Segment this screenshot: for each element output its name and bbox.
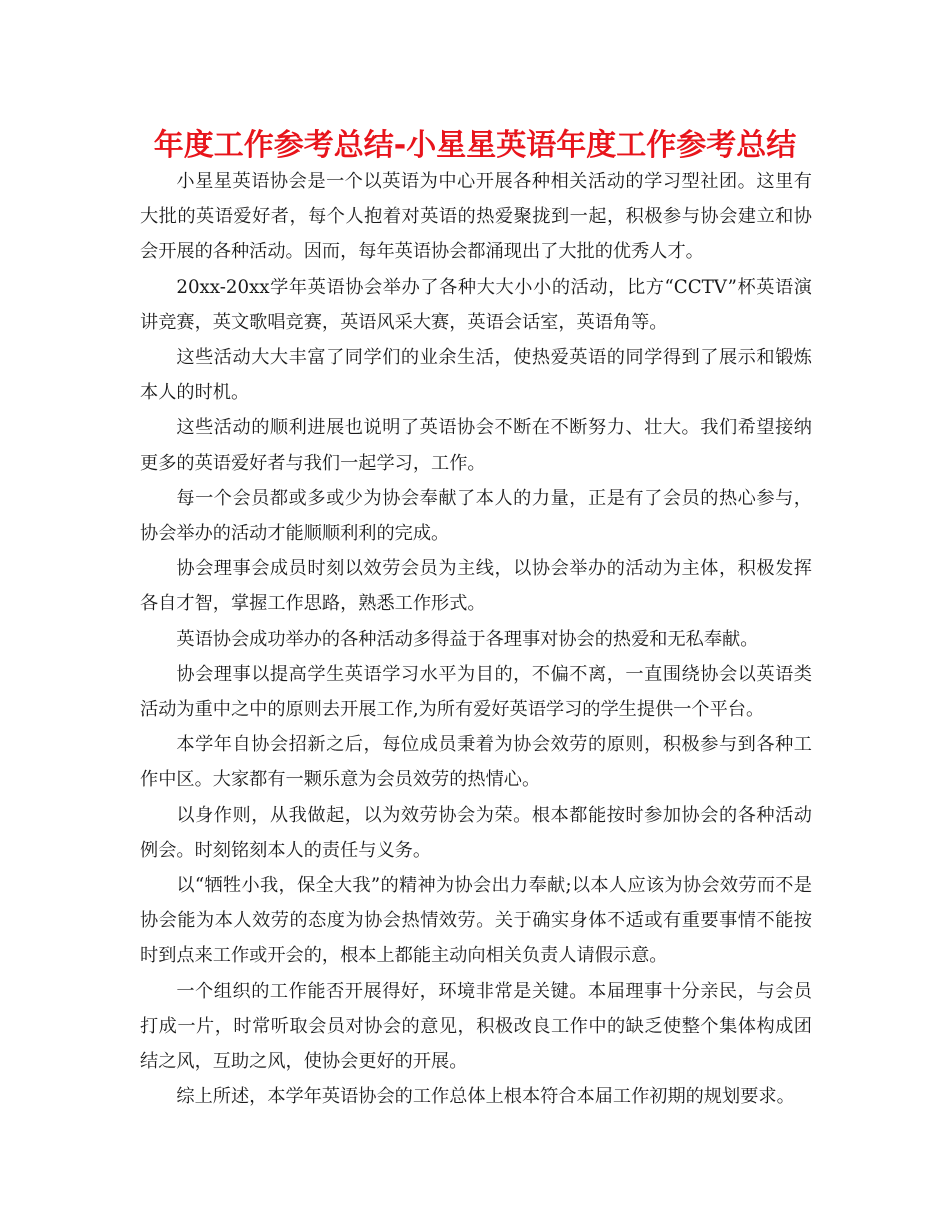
paragraph: 综上所述，本学年英语协会的工作总体上根本符合本届工作初期的规划要求。 — [176, 1086, 795, 1108]
paragraph: 本学年自协会招新之后，每位成员秉着为协会效劳的原则，积极参与到各种工作中区。大家都有一颗乐意为会员效劳的热情心。 — [140, 734, 812, 791]
paragraph: 英语协会成功举办的各种活动多得益于各理事对协会的热爱和无私奉献。 — [176, 628, 759, 650]
paragraph: 一个组织的工作能否开展得好，环境非常是关键。本届理事十分亲民，与会员打成一片，时常听取会员对协会的意见，积极改良工作中的缺乏使整个集体构成团结之风，互助之风，使协会更好的开展。 — [140, 980, 812, 1073]
paragraph: 小星星英语协会是一个以英语为中心开展各种相关活动的学习型社团。这里有大批的英语爱好者，每个人抱着对英语的热爱聚拢到一起，积极参与协会建立和协会开展的各种活动。因而，每年英语协会都涌现出了大批的优秀人才。 — [140, 171, 812, 263]
paragraph: 这些活动的顺利进展也说明了英语协会不断在不断努力、壮大。我们希望接纳更多的英语爱好者与我们一起学习，工作。 — [140, 417, 812, 474]
document-title: 年度工作参考总结-小星星英语年度工作参考总结 — [153, 128, 797, 163]
paragraph: 协会理事以提高学生英语学习水平为目的，不偏不离，一直围绕协会以英语类活动为重中之中的原则去开展工作,为所有爱好英语学习的学生提供一个平台。 — [140, 663, 812, 721]
paragraph: 每一个会员都或多或少为协会奉献了本人的力量，正是有了会员的热心参与，协会举办的活动才能顺顺利利的完成。 — [140, 487, 812, 545]
paragraph: 协会理事会成员时刻以效劳会员为主线，以协会举办的活动为主体，积极发挥各自才智，掌握工作思路，熟悉工作形式。 — [140, 558, 812, 615]
paragraph: 以身作则，从我做起，以为效劳协会为荣。根本都能按时参加协会的各种活动例会。时刻铭刻本人的责任与义务。 — [140, 804, 812, 861]
document-body — [140, 164, 812, 1114]
paragraph: 这些活动大大丰富了同学们的业余生活，使热爱英语的同学得到了展示和锻炼本人的时机。 — [140, 347, 812, 404]
paragraph: 以“牺牲小我，保全大我”的精神为协会出力奉献;以本人应该为协会效劳而不是协会能为本人效劳的态度为协会热情效劳。关于确实身体不适或有重要事情不能按时到点来工作或开会的，根本上都能主动向相关负责人请假示意。 — [140, 875, 812, 967]
paragraph: 20xx-20xx学年英语协会举办了各种大大小小的活动，比方“CCTV”杯英语演讲竞赛，英文歌唱竞赛，英语风采大赛，英语会话室，英语角等。 — [140, 276, 812, 333]
